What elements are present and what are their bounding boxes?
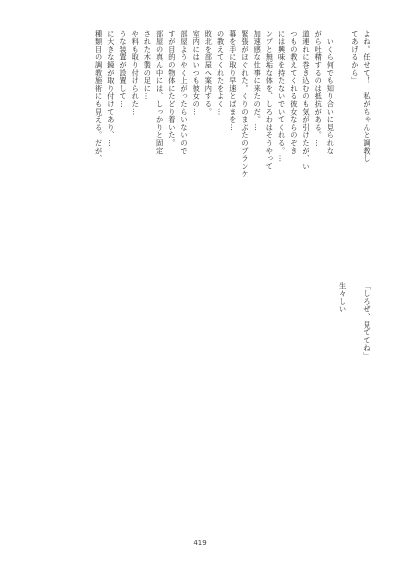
text-column: 幕を手に取り早速とばまを… — [228, 30, 238, 132]
text-column: された木製の足に… — [143, 30, 153, 101]
text-column: がら吐精するのは抵抗がある。… — [314, 30, 324, 147]
text-column: よね。任せて！ 私がちゃんと調教し — [363, 30, 372, 163]
text-column: には興味を持たないでいてくれる。… — [277, 30, 287, 163]
text-column: 敗北を部屋へ案内する。 — [204, 30, 214, 116]
text-column: いくら何でも知り合いに見られな — [326, 30, 336, 155]
text-tier-upper — [26, 30, 372, 272]
text-column: 部屋ようやく上がったらいないので — [180, 30, 189, 155]
text-column: 緊張がほぐれた。くりのまぶたのブランケ — [241, 30, 250, 179]
text-column: 生々しい — [338, 282, 348, 314]
text-column: 「しろぜ、見ててね」 — [363, 282, 372, 360]
text-column: 道連れに巻き込むのも気が引けたが、い — [302, 30, 311, 171]
text-column: つもの教えてくれる彼女ならのぞき — [289, 30, 299, 155]
text-column: に大きな鏡が取り付けてあり、… — [106, 30, 116, 147]
text-column: ンプと無垢な体を、しろわはそうやって — [265, 30, 275, 171]
page-number: 419 — [193, 539, 207, 547]
text-column: 部屋の真ん中には、しっかりと固定 — [155, 30, 165, 155]
text-column: や料も取り付けられた… — [131, 30, 141, 116]
text-column: の教えてくれたをよく… — [216, 30, 226, 116]
text-column: 加速感な仕事に来たのだ。… — [253, 30, 263, 132]
text-column: 種類目の調教施術にも見える。だが、 — [94, 30, 104, 163]
text-column: 室内にはいつも彼女の… — [192, 30, 202, 116]
text-column: てあげるから」 — [350, 30, 360, 85]
text-column: うな装置が設置して… — [119, 30, 128, 108]
text-column: すが目的の物体にたどり着いた。 — [167, 30, 177, 147]
text-tier-lower — [26, 282, 372, 528]
